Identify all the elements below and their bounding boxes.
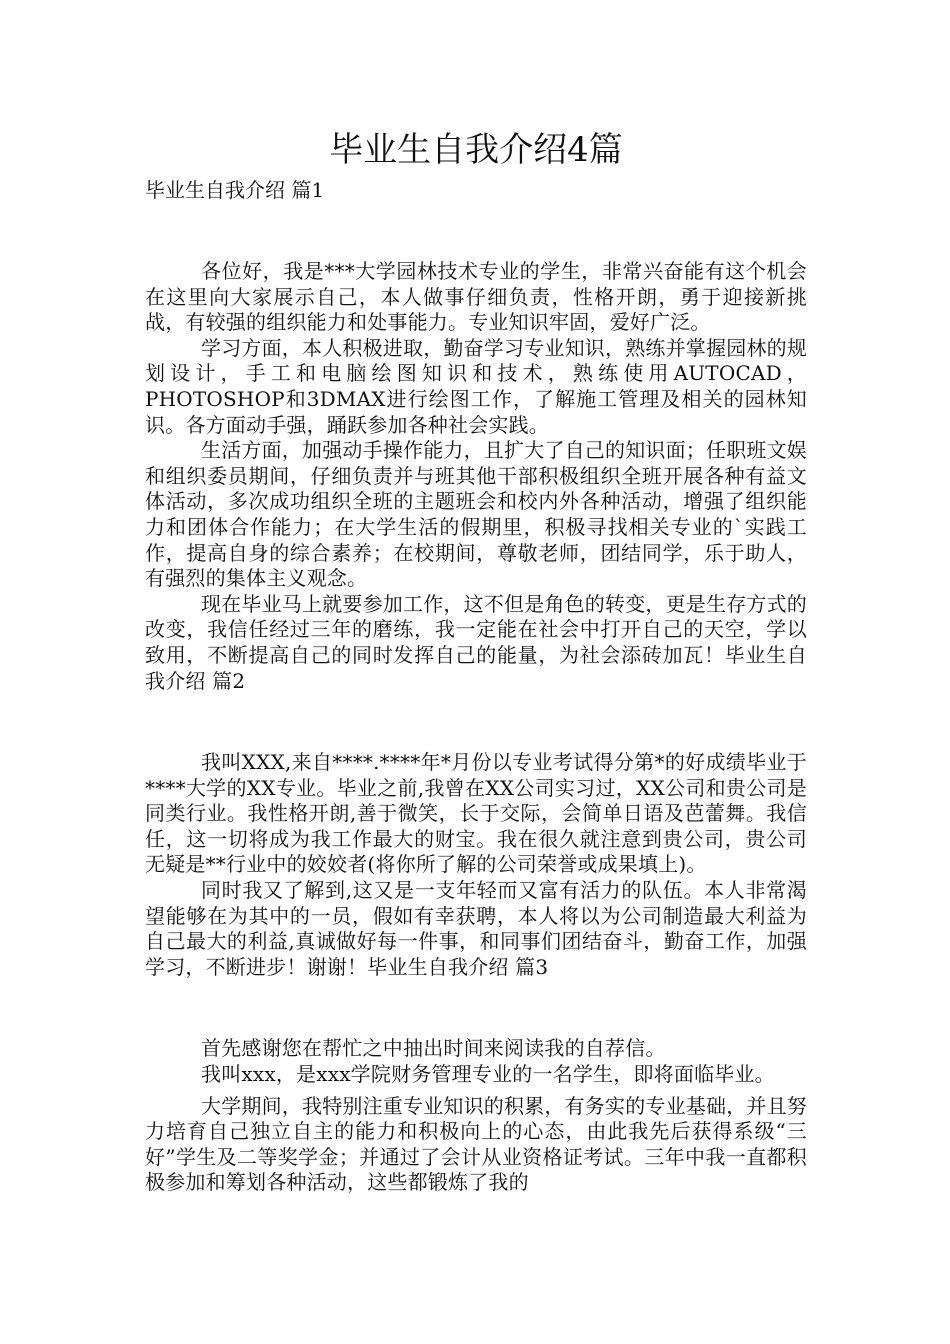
paragraph: 同时我又了解到,这又是一支年轻而又富有活力的队伍。本人非常渴望能够在为其中的一员，假如有幸获聘，本人将以为公司制造最大利益为自己最大的利益,真诚做好每一件事，和同事们团结奋斗，勤奋工作，加强学习，不断进步！谢谢！毕业生自我介绍 篇3	[145, 878, 807, 979]
paragraph: 学习方面，本人积极进取，勤奋学习专业知识，熟练并掌握园林的规划设计，手工和电脑绘图知识和技术，熟练使用AUTOCAD，PHOTOSHOP和3DMAX进行绘图工作，了解施工管理及相关的园林知识。各方面动手强，踊跃参加各种社会实践。	[145, 335, 807, 437]
paragraph: 各位好，我是***大学园林技术专业的学生，非常兴奋能有这个机会在这里向大家展示自己，本人做事仔细负责，性格开朗，勇于迎接新挑战，有较强的组织能力和处事能力。专业知识牢固，爱好广泛。	[145, 259, 807, 335]
paragraph: 生活方面，加强动手操作能力，且扩大了自己的知识面；任职班文娱和组织委员期间，仔细负责并与班其他干部积极组织全班开展各种有益文体活动，多次成功组织全班的主题班会和校内外各种活动，增强了组织能力和团体合作能力；在大学生活的假期里，积极寻找相关专业的`实践工作，提高自身的综合素养；在校期间，尊敬老师，团结同学，乐于助人，有强烈的集体主义观念。	[145, 438, 807, 591]
document-page	[145, 125, 807, 1196]
paragraph: 我叫XXX,来自****.****年*月份以专业考试得分第*的好成绩毕业于****大学的XX专业。毕业之前,我曾在XX公司实习过，XX公司和贵公司是同类行业。我性格开朗,善于微笑，长于交际，会简单日语及芭蕾舞。我信任，这一切将成为我工作最大的财宝。我在很久就注意到贵公司，贵公司无疑是**行业中的姣姣者(将你所了解的公司荣誉或成果填上)。	[145, 750, 807, 877]
document-title: 毕业生自我介绍4篇	[329, 130, 623, 170]
paragraph: 首先感谢您在帮忙之中抽出时间来阅读我的自荐信。	[201, 1036, 666, 1061]
paragraph: 现在毕业马上就要参加工作，这不但是角色的转变，更是生存方式的改变，我信任经过三年的磨练，我一定能在社会中打开自己的天空，学以致用，不断提高自己的同时发挥自己的能量，为社会添砖加瓦！毕业生自我介绍 篇2	[145, 591, 807, 693]
section-heading-1: 毕业生自我介绍 篇1	[145, 178, 325, 202]
spacer	[145, 694, 807, 750]
spacer	[145, 203, 807, 259]
spacer	[145, 980, 807, 1036]
paragraph: 大学期间，我特别注重专业知识的积累，有务实的专业基础，并且努力培育自己独立自主的能力和积极向上的心态，由此我先后获得系级“三好”学生及二等奖学金；并通过了会计从业资格证考试。三年中我一直都积极参加和筹划各种活动，这些都锻炼了我的	[145, 1093, 807, 1195]
paragraph: 我叫xxx，是xxx学院财务管理专业的一名学生，即将面临毕业。	[201, 1062, 775, 1087]
